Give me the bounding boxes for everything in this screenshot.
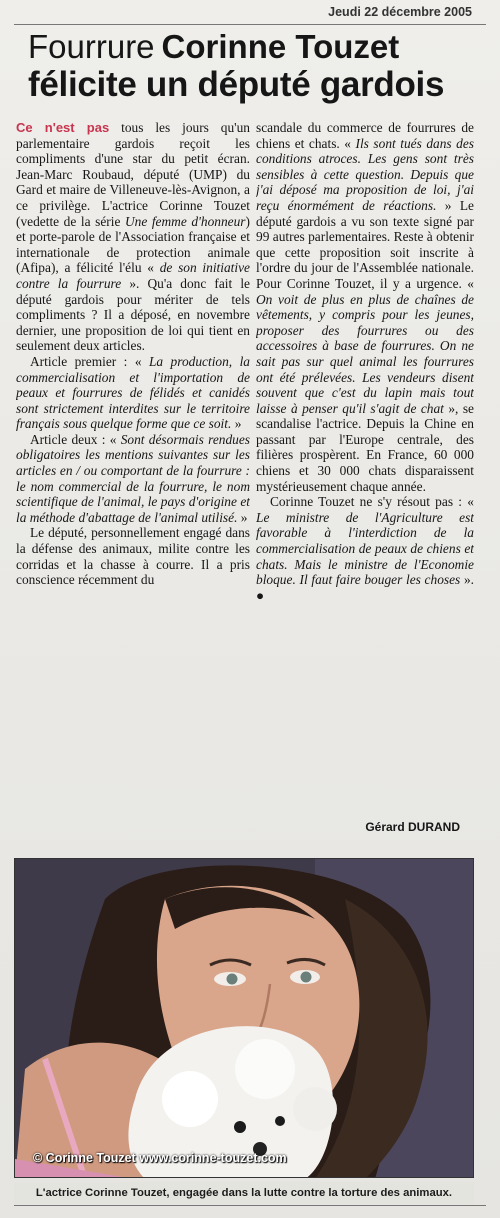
header-rule — [14, 24, 486, 25]
article-paragraph: Article premier : « La production, la commercialisation et l'importation de peaux et fourrures de félidés et canidés sont strictement interdites sur le territoire français sous quelque forme que ce soit. » — [16, 353, 250, 432]
headline — [28, 28, 480, 104]
photo-caption: L'actrice Corinne Touzet, engagée dans la lutte contre la torture des animaux. — [14, 1182, 474, 1204]
lead-in: Ce n'est pas — [16, 120, 110, 135]
article-paragraph: scandale du commerce de fourrures de chiens et chats. « Ils sont tués dans des conditions atroces. Les gens sont très sensibles à cette question. Depuis que j'ai déposé ma proposition de loi, j'ai reçu énormément de réactions. » Le député gardois a vu son texte signé par 99 autres parlementaires. Reste à obtenir que cette proposition soit inscrite à l'ordre du jour de l'Assemblée nationale. Pour Corinne Touzet, il y a urgence. « On voit de plus en plus de chaînes de vêtements, y compris pour les jeunes, proposer des fourrures ou des accessoires à base de fourrures. On ne sait pas sur quel animal les fourrures ont été prélevées. Les vendeurs disent souvent que c'est du lapin mais tout laisse à penser qu'il s'agit de chat », se scandalise l'actrice. Depuis la Chine en passant par l'Europe centrale, des filières prospèrent. En France, 60 000 chiens et 30 000 chats disparaissent mystérieusement chaque année. — [256, 120, 474, 494]
article-photo — [14, 858, 474, 1178]
headline-kicker: Fourrure — [28, 28, 155, 65]
article-paragraph: Corinne Touzet ne s'y résout pas : « Le ministre de l'Agriculture est favorable à l'interdiction de la commercialisation de peaux de chiens et chats. Mais le ministre de l'Economie bloque. Il faut faire bouger les choses ». ● — [256, 494, 474, 603]
author-byline: Gérard DURAND — [365, 820, 460, 834]
article-paragraph: Ce n'est pas tous les jours qu'un parlementaire gardois reçoit les compliments d'une star du petit écran. Jean-Marc Roubaud, député (UMP) du Gard et maire de Villeneuve-lès-Avignon, a ce privilège. L'actrice Corinne Touzet (vedette de la série Une femme d'honneur) et porte-parole de l'Association française et internationale de protection animale (Afipa), a félicité l'élu « de son initiative contre la fourrure ». Qu'a donc fait le député gardois pour mériter de tels compliments ? Il a déposé, en novembre dernier, une proposition de loi qui tient en seulement deux articles. — [16, 120, 250, 354]
article-paragraph: Article deux : « Sont désormais rendues obligatoires les mentions suivantes sur les articles en / ou comportant de la fourrure : le nom commercial de la fourrure, le nom scientifique de l'animal, le pays d'origine et la méthode d'abattage de l'animal utilisé. » — [16, 431, 250, 525]
caption-rule — [14, 1205, 486, 1206]
issue-date: Jeudi 22 décembre 2005 — [328, 5, 472, 19]
article-column-2 — [256, 120, 474, 840]
photo-illustration — [15, 859, 474, 1178]
photo-credit: © Corinne Touzet www.corinne-touzet.com — [33, 1151, 287, 1165]
headline-title-part-1: Corinne Touzet — [161, 28, 400, 65]
article-paragraph: Le député, personnellement engagé dans la défense des animaux, milite contre les corridas et la chasse à courre. Il a pris conscience récemment du — [16, 525, 250, 588]
headline-line-1 — [28, 28, 480, 66]
headline-line-2: félicite un député gardois — [28, 65, 445, 104]
article-column-1 — [16, 120, 250, 840]
